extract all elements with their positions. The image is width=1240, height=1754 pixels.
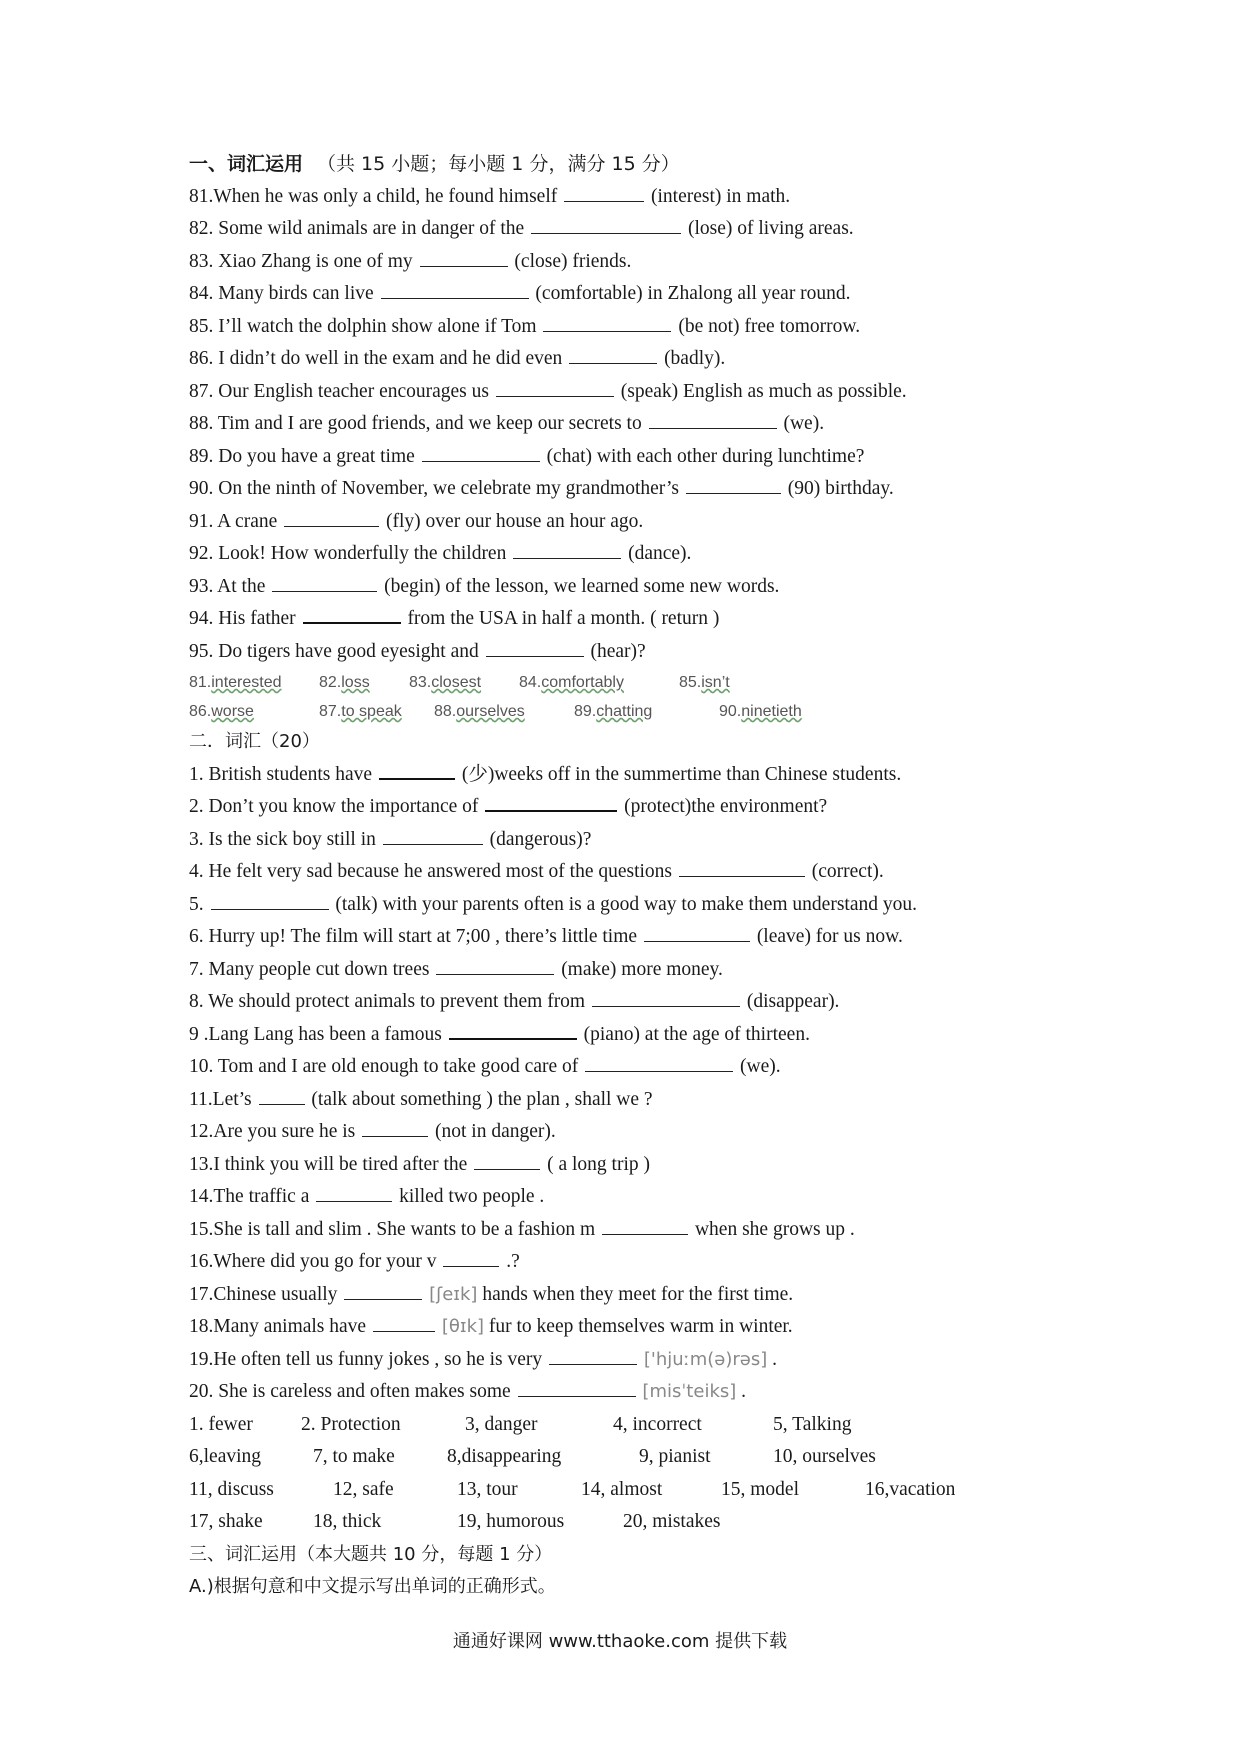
answer-key-item: [434, 697, 525, 726]
section2-question: [189, 1149, 1089, 1182]
question-text: 86. I didn’t do well in the exam and he did even: [189, 348, 563, 369]
question-hint: (hear)?: [590, 640, 646, 662]
answer-blank: [259, 1087, 305, 1105]
question-text: 95. Do tigers have good eyesight and: [189, 640, 479, 662]
question-text: 10. Tom and I are old enough to take good care of: [189, 1056, 579, 1077]
section2-question: [189, 889, 1089, 922]
answer-key-item: 15, model: [721, 1478, 799, 1500]
section1-question: [189, 278, 1089, 311]
question-text: 8. We should protect animals to prevent them from: [189, 991, 586, 1012]
answer-key-item: [409, 668, 481, 697]
section1-question: [189, 408, 1089, 441]
answer-word: interested: [211, 674, 282, 691]
answer-word: ninetieth: [741, 703, 802, 720]
question-hint: from the USA in half a month. ( return ): [407, 608, 720, 629]
question-hint: (chat) with each other during lunchtime?: [546, 445, 865, 467]
answer-number: 82.: [319, 674, 342, 691]
section2-question: [189, 791, 1089, 824]
answer-blank: [543, 314, 671, 332]
answer-key-item: 17, shake: [189, 1511, 263, 1532]
answer-key-item: [679, 668, 730, 697]
answer-blank: [443, 1249, 499, 1267]
answer-word: worse: [211, 703, 254, 720]
question-hint: (speak) English as much as possible.: [620, 380, 907, 402]
section2-question: [189, 856, 1089, 889]
section1-heading: [189, 148, 1089, 181]
question-text: 7. Many people cut down trees: [189, 958, 430, 980]
question-text: 91. A crane: [189, 510, 278, 532]
answer-number: 88.: [434, 703, 457, 720]
answer-blank: [549, 1347, 637, 1365]
question-hint: (fly) over our house an hour ago.: [386, 510, 644, 532]
answer-key-item: 14, almost: [581, 1478, 663, 1500]
question-text: 4. He felt very sad because he answered most of the questions: [189, 861, 673, 882]
section1-title: 一、词汇运用: [189, 153, 304, 175]
section3-instruction: A.)根据句意和中文提示写出单词的正确形式。: [189, 1576, 556, 1597]
question-text: 87. Our English teacher encourages us: [189, 380, 489, 402]
question-hint: (disappear).: [746, 991, 840, 1012]
section2-question: [189, 921, 1089, 954]
worksheet-content: [189, 148, 1089, 1604]
question-hint: (piano) at the age of thirteen.: [583, 1023, 810, 1045]
question-text: 83. Xiao Zhang is one of my: [189, 250, 413, 272]
answer-blank: [585, 1054, 733, 1072]
answer-blank: [373, 1314, 435, 1332]
answer-blank: [602, 1217, 688, 1235]
answer-key-item: 3, danger: [465, 1413, 538, 1435]
section1-question: [189, 441, 1089, 474]
answer-blank: [420, 249, 508, 267]
answer-blank: [686, 476, 781, 494]
answer-number: 90.: [719, 703, 742, 720]
answer-word: closest: [431, 674, 482, 691]
answer-key-row: [189, 1409, 1089, 1442]
section2-question: [189, 1246, 1089, 1279]
question-text: 89. Do you have a great time: [189, 445, 415, 467]
question-text: 11.Let’s: [189, 1088, 252, 1110]
answer-key-item: [319, 697, 402, 726]
answer-word: to speak: [341, 703, 402, 720]
question-hint: when she grows up .: [694, 1218, 855, 1240]
answer-blank: [379, 761, 455, 780]
section2-questions: [189, 759, 1089, 1409]
question-hint: (lose) of living areas.: [687, 218, 854, 239]
section1-question: [189, 506, 1089, 539]
question-hint: (talk about something ) the plan , shall we ?: [311, 1088, 653, 1110]
section2-question: [189, 759, 1089, 792]
question-text: 9 .Lang Lang has been a famous: [189, 1023, 442, 1045]
answer-blank: [486, 639, 584, 657]
answer-key-item: 19, humorous: [457, 1511, 565, 1532]
section2-question: [189, 824, 1089, 857]
question-text: 13.I think you will be tired after the: [189, 1153, 468, 1175]
question-hint: killed two people .: [399, 1186, 545, 1207]
question-hint: (少)weeks off in the summertime than Chinese students.: [461, 763, 902, 785]
answer-blank: [531, 216, 681, 234]
answer-key-item: [719, 697, 802, 726]
section2-question: [189, 1344, 1089, 1377]
question-text: 18.Many animals have: [189, 1316, 367, 1337]
question-text: 82. Some wild animals are in danger of the: [189, 218, 525, 239]
answer-number: 87.: [319, 703, 342, 720]
answer-blank: [381, 281, 529, 299]
question-hint: (badly).: [664, 348, 726, 369]
answer-key-item: [574, 697, 652, 726]
question-hint: .?: [506, 1251, 520, 1272]
answer-blank: [485, 793, 617, 812]
section1-question: [189, 538, 1089, 571]
section1-question: [189, 213, 1089, 246]
question-text: 92. Look! How wonderfully the children: [189, 543, 507, 564]
section1-question: [189, 571, 1089, 604]
question-hint: (dangerous)?: [489, 828, 592, 850]
section1-question: [189, 603, 1089, 636]
question-hint: ( a long trip ): [547, 1153, 650, 1175]
question-hint: .: [772, 1348, 777, 1370]
answer-blank: [649, 411, 777, 429]
answer-key-row: [189, 1474, 1089, 1507]
answer-key-item: 8,disappearing: [447, 1446, 562, 1467]
question-hint: fur to keep themselves warm in winter.: [488, 1316, 793, 1337]
answer-number: 81.: [189, 674, 212, 691]
section2-question: [189, 1376, 1089, 1409]
section2-question: [189, 1084, 1089, 1117]
question-hint: (correct).: [811, 861, 884, 882]
question-text: 2. Don’t you know the importance of: [189, 796, 479, 817]
answer-key-row: [189, 1506, 1089, 1539]
question-hint: (talk) with your parents often is a good way to make them understand you.: [335, 893, 917, 915]
section2-question: [189, 1116, 1089, 1149]
question-text: 81.When he was only a child, he found himself: [189, 185, 558, 207]
answer-key-item: 1. fewer: [189, 1413, 253, 1435]
answer-blank: [679, 859, 805, 877]
answer-blank: [383, 827, 483, 845]
answer-key-item: 16,vacation: [865, 1478, 956, 1500]
section1-questions: [189, 181, 1089, 669]
answer-key-item: [189, 668, 282, 697]
section2-question: [189, 1019, 1089, 1052]
question-text: 14.The traffic a: [189, 1186, 310, 1207]
answer-blank: [362, 1119, 428, 1137]
question-text: 1. British students have: [189, 763, 373, 785]
answer-key-item: 6,leaving: [189, 1446, 262, 1467]
answer-number: 85.: [679, 674, 702, 691]
answer-blank: [592, 989, 740, 1007]
section3-title: 三、词汇运用（本大题共 10 分，每题 1 分）: [189, 1543, 553, 1565]
answer-number: 83.: [409, 674, 432, 691]
phonetic-hint: [θɪk]: [441, 1316, 485, 1337]
question-text: 6. Hurry up! The film will start at 7;00 , there’s little time: [189, 926, 638, 947]
question-text: 12.Are you sure he is: [189, 1121, 356, 1142]
answer-blank: [644, 924, 750, 942]
answer-word: loss: [341, 674, 370, 691]
question-hint: (begin) of the lesson, we learned some new words.: [384, 575, 780, 597]
answer-word: ourselves: [456, 703, 525, 720]
question-text: 94. His father: [189, 608, 296, 629]
question-hint: (we).: [783, 413, 825, 434]
section2-question: [189, 1214, 1089, 1247]
answer-key-item: 12, safe: [333, 1478, 394, 1500]
question-text: 90. On the ninth of November, we celebrate my grandmother’s: [189, 478, 680, 499]
question-hint: (close) friends.: [514, 250, 632, 272]
question-text: 84. Many birds can live: [189, 283, 374, 304]
answer-blank: [518, 1379, 636, 1397]
question-hint: (comfortable) in Zhalong all year round.: [535, 283, 851, 304]
answer-number: 86.: [189, 703, 212, 720]
question-text: 17.Chinese usually: [189, 1283, 338, 1305]
answer-blank: [344, 1282, 422, 1300]
answer-blank: [272, 574, 377, 592]
answer-word: comfortably: [541, 674, 624, 691]
question-hint: (interest) in math.: [651, 185, 791, 207]
answer-key-item: 18, thick: [313, 1511, 382, 1532]
answer-key-item: 2. Protection: [301, 1413, 401, 1435]
question-hint: (leave) for us now.: [756, 926, 903, 947]
answer-key-item: [319, 668, 370, 697]
section1-answers-row1: [189, 668, 1089, 697]
question-hint: .: [741, 1381, 747, 1402]
question-text: 15.She is tall and slim . She wants to be a fashion m: [189, 1218, 596, 1240]
section2-question: [189, 1051, 1089, 1084]
question-hint: (not in danger).: [435, 1121, 556, 1142]
question-hint: hands when they meet for the first time.: [482, 1283, 794, 1305]
section1-question: [189, 343, 1089, 376]
section2-question: [189, 986, 1089, 1019]
question-hint: (dance).: [628, 543, 692, 564]
answer-number: 84.: [519, 674, 542, 691]
question-text: 20. She is careless and often makes some: [189, 1381, 511, 1402]
answer-blank: [496, 379, 614, 397]
question-text: 85. I’ll watch the dolphin show alone if Tom: [189, 315, 537, 337]
section2-question: [189, 1279, 1089, 1312]
phonetic-hint: [ʃeɪk]: [429, 1283, 478, 1305]
answer-key-item: 13, tour: [457, 1478, 518, 1500]
answer-key-item: 7, to make: [313, 1446, 395, 1467]
section1-question: [189, 246, 1089, 279]
answer-key-item: 11, discuss: [189, 1478, 274, 1500]
question-text: 3. Is the sick boy still in: [189, 828, 376, 850]
question-hint: (make) more money.: [561, 958, 723, 980]
answer-blank: [569, 346, 657, 364]
answer-key-item: 5, Talking: [773, 1413, 852, 1435]
section2-question: [189, 954, 1089, 987]
question-hint: (we).: [740, 1056, 781, 1077]
section1-subtitle: （共 15 小题；每小题 1 分，满分 15 分）: [317, 153, 680, 175]
question-hint: (protect)the environment?: [624, 796, 828, 817]
answer-key-item: 9, pianist: [639, 1446, 711, 1467]
answer-blank: [211, 892, 329, 910]
section1-answers-row2: [189, 697, 1089, 726]
answer-number: 89.: [574, 703, 597, 720]
section2-question: [189, 1311, 1089, 1344]
section1-question: [189, 473, 1089, 506]
answer-blank: [449, 1021, 577, 1040]
question-hint: (90) birthday.: [787, 478, 894, 499]
answer-key-item: 10, ourselves: [773, 1446, 876, 1467]
question-hint: (be not) free tomorrow.: [678, 315, 861, 337]
answer-key-item: 20, mistakes: [623, 1511, 721, 1532]
answer-blank: [564, 184, 644, 202]
footer-source: 通通好课网 www.tthaoke.com 提供下载: [452, 1631, 788, 1652]
answer-blank: [436, 957, 554, 975]
section1-question: [189, 311, 1089, 344]
answer-key-item: [189, 697, 254, 726]
answer-blank: [474, 1152, 540, 1170]
question-text: 5.: [189, 893, 204, 915]
answer-word: chatting: [596, 703, 653, 720]
section1-question: [189, 376, 1089, 409]
answer-blank: [284, 509, 379, 527]
question-text: 16.Where did you go for your v: [189, 1251, 437, 1272]
answer-blank: [513, 541, 621, 559]
answer-blank: [303, 605, 401, 624]
question-text: 19.He often tell us funny jokes , so he is very: [189, 1348, 543, 1370]
phonetic-hint: [misˈteiks]: [642, 1381, 737, 1402]
answer-blank: [316, 1184, 392, 1202]
question-text: 93. At the: [189, 575, 266, 597]
answer-key-row: [189, 1441, 1089, 1474]
section1-question: [189, 636, 1089, 669]
section2-answers: [189, 1409, 1089, 1539]
answer-blank: [422, 444, 540, 462]
answer-key-item: 4, incorrect: [613, 1413, 702, 1435]
question-text: 88. Tim and I are good friends, and we keep our secrets to: [189, 413, 642, 434]
phonetic-hint: ['hjuːm(ə)rəs]: [643, 1348, 768, 1370]
answer-word: isn’t: [701, 674, 730, 691]
section2-title: 二．词汇（20）: [189, 731, 320, 752]
section2-question: [189, 1181, 1089, 1214]
section1-question: [189, 181, 1089, 214]
answer-key-item: [519, 668, 624, 697]
